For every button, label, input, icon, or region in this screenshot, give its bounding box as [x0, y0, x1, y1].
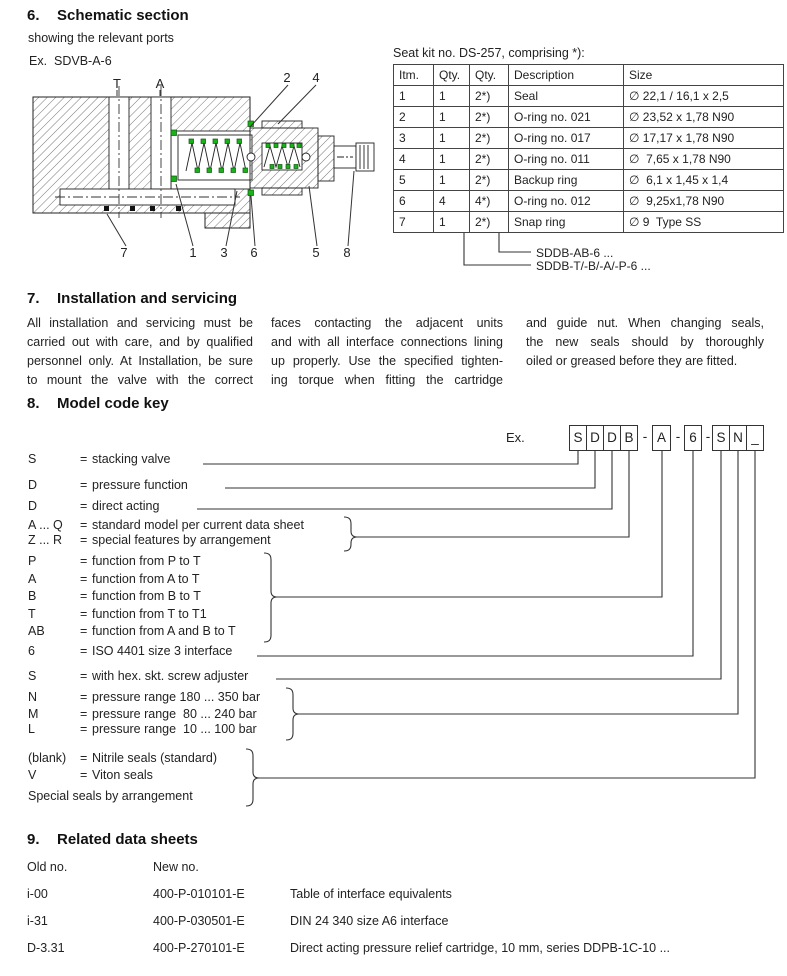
section6-title: Schematic section	[57, 7, 189, 24]
code-dash-2: -	[675, 429, 681, 444]
entry-desc: pressure range 180 ... 350 bar	[92, 690, 261, 704]
entry-code: V	[28, 768, 37, 782]
entry-desc: special features by arrangement	[92, 533, 271, 547]
cell-qty2: 2*)	[470, 170, 509, 191]
entry-code: S	[28, 669, 37, 683]
section7-heading	[27, 290, 237, 307]
new-no: 400-P-030501-E	[153, 914, 245, 928]
entry-desc: with hex. skt. screw adjuster	[92, 669, 249, 683]
code-dash-3: -	[705, 429, 711, 444]
equals-sign: =	[80, 554, 88, 568]
cell-desc: Snap ring	[509, 212, 624, 233]
entry-code: (blank)	[28, 751, 67, 765]
cell-desc: O-ring no. 011	[509, 149, 624, 170]
sheet-desc: Table of interface equivalents	[290, 887, 452, 901]
entry-code: L	[28, 722, 35, 736]
section7-title: Installation and servicing	[57, 290, 238, 307]
equals-sign: =	[80, 452, 88, 466]
paragraph-line: oiled or greased before they are fitted.	[526, 354, 738, 368]
schematic-example-label: Ex. SDVB-A-6	[29, 54, 112, 68]
entry-desc: function from P to T	[92, 554, 201, 568]
table-row	[394, 212, 784, 233]
code-box-3: D	[603, 425, 621, 451]
new-no: 400-P-010101-E	[153, 887, 245, 901]
entry-code: AB	[28, 624, 45, 638]
entry-desc: direct acting	[92, 499, 160, 513]
callout-5: 5	[312, 245, 320, 260]
section8-title: Model code key	[57, 395, 169, 412]
code-box-7: S	[712, 425, 730, 451]
entry-desc: Special seals by arrangement	[28, 789, 193, 803]
callout-7: 7	[120, 245, 128, 260]
callout-1: 1	[189, 245, 197, 260]
table-row	[394, 128, 784, 149]
cell-itm: 7	[394, 212, 434, 233]
seat-kit-table	[393, 64, 784, 233]
model-code-example-label: Ex.	[506, 430, 525, 445]
equals-sign: =	[80, 499, 88, 513]
callout-3: 3	[220, 245, 228, 260]
cell-qty2: 2*)	[470, 149, 509, 170]
paragraph-line: and guide nut. When changing seals,	[526, 316, 764, 330]
callout-8: 8	[343, 245, 351, 260]
cell-size: ∅ 17,17 x 1,78 N90	[624, 128, 784, 149]
col-header-old-no: Old no.	[27, 860, 68, 874]
cell-qty1: 1	[434, 107, 470, 128]
col-header: Itm.	[394, 65, 434, 86]
col-header-new-no: New no.	[153, 860, 199, 874]
sheet-desc: Direct acting pressure relief cartridge, 10 mm, series DDPB-1C-10 ...	[290, 941, 670, 955]
equals-sign: =	[80, 589, 88, 603]
entry-desc: function from A to T	[92, 572, 200, 586]
code-dash-1: -	[642, 429, 648, 444]
cell-itm: 6	[394, 191, 434, 212]
new-no: 400-P-270101-E	[153, 941, 245, 955]
entry-desc: pressure function	[92, 478, 188, 492]
entry-code: P	[28, 554, 37, 568]
equals-sign: =	[80, 624, 88, 638]
entry-code: M	[28, 707, 39, 721]
cell-qty2: 4*)	[470, 191, 509, 212]
cell-itm: 5	[394, 170, 434, 191]
equals-sign: =	[80, 607, 88, 621]
equals-sign: =	[80, 644, 88, 658]
port-label-T: T	[113, 76, 121, 91]
table-row	[394, 149, 784, 170]
section9-number: 9.	[27, 831, 40, 848]
equals-sign: =	[80, 690, 88, 704]
cell-size: ∅ 23,52 x 1,78 N90	[624, 107, 784, 128]
cell-qty1: 1	[434, 86, 470, 107]
table-row	[394, 170, 784, 191]
seat-kit-header-row	[394, 65, 784, 86]
sheet-desc: DIN 24 340 size A6 interface	[290, 914, 449, 928]
paragraph-line: carried out with care, and by qualified	[27, 335, 253, 349]
cell-qty2: 2*)	[470, 86, 509, 107]
paragraph-line: and with all interface connections lining	[271, 335, 503, 349]
cell-size: ∅ 7,65 x 1,78 N90	[624, 149, 784, 170]
section9-title: Related data sheets	[57, 831, 198, 848]
schematic-drawing	[0, 70, 400, 266]
callout-6: 6	[250, 245, 258, 260]
entry-code: A ... Q	[28, 518, 63, 532]
entry-code: D	[28, 478, 38, 492]
variant-label-single: SDDB-T/-B/-A/-P-6 ...	[536, 259, 651, 273]
equals-sign: =	[80, 722, 88, 736]
code-box-1: S	[569, 425, 587, 451]
entry-desc: ISO 4401 size 3 interface	[92, 644, 233, 658]
cell-itm: 1	[394, 86, 434, 107]
code-box-5: A	[652, 425, 671, 451]
cell-desc: Backup ring	[509, 170, 624, 191]
equals-sign: =	[80, 751, 88, 765]
old-no: i-00	[27, 887, 48, 901]
section8-number: 8.	[27, 395, 40, 412]
code-box-4: B	[620, 425, 638, 451]
table-row	[394, 86, 784, 107]
col-header: Qty.	[434, 65, 470, 86]
paragraph-line: to mount the valve with the correct	[27, 373, 253, 387]
cell-desc: O-ring no. 021	[509, 107, 624, 128]
cell-itm: 4	[394, 149, 434, 170]
col-header: Qty.	[470, 65, 509, 86]
equals-sign: =	[80, 768, 88, 782]
paragraph-line: the new seals should by thoroughly	[526, 335, 764, 349]
cell-desc: Seal	[509, 86, 624, 107]
cell-desc: O-ring no. 017	[509, 128, 624, 149]
entry-code: A	[28, 572, 37, 586]
callout-4: 4	[312, 70, 320, 85]
section7-column-2	[271, 314, 503, 390]
code-box-8: N	[729, 425, 747, 451]
section9-heading	[27, 831, 198, 848]
col-header: Size	[624, 65, 784, 86]
seat-kit-title: Seat kit no. DS-257, comprising *):	[393, 46, 585, 60]
cell-qty2: 2*)	[470, 212, 509, 233]
entry-code: S	[28, 452, 37, 466]
entry-desc: standard model per current data sheet	[92, 518, 304, 532]
code-box-9: _	[746, 425, 764, 451]
entry-code: D	[28, 499, 38, 513]
port-label-A: A	[155, 76, 165, 91]
code-box-6: 6	[684, 425, 702, 451]
equals-sign: =	[80, 478, 88, 492]
cell-size: ∅ 9,25x1,78 N90	[624, 191, 784, 212]
equals-sign: =	[80, 707, 88, 721]
entry-code: Z ... R	[28, 533, 63, 547]
section6-subtitle: showing the relevant ports	[28, 31, 174, 45]
entry-desc: function from B to T	[92, 589, 201, 603]
equals-sign: =	[80, 572, 88, 586]
cell-qty1: 1	[434, 170, 470, 191]
entry-code: 6	[28, 644, 35, 658]
paragraph-line: faces contacting the adjacent units	[271, 316, 503, 330]
cell-qty1: 4	[434, 191, 470, 212]
section7-number: 7.	[27, 290, 40, 307]
entry-desc: pressure range 80 ... 240 bar	[92, 707, 257, 721]
cell-qty2: 2*)	[470, 107, 509, 128]
paragraph-line: up properly. Use the specified tighten-	[271, 354, 503, 368]
section6-heading	[27, 7, 189, 24]
entry-desc: Nitrile seals (standard)	[92, 751, 218, 765]
cell-size: ∅ 6,1 x 1,45 x 1,4	[624, 170, 784, 191]
equals-sign: =	[80, 533, 88, 547]
paragraph-line: ing torque when fitting the cartridge	[271, 373, 503, 387]
entry-desc: function from T to T1	[92, 607, 207, 621]
cell-qty1: 1	[434, 128, 470, 149]
entry-code: B	[28, 589, 37, 603]
callout-2: 2	[283, 70, 291, 85]
cell-size: ∅ 9 Type SS	[624, 212, 784, 233]
variant-label-ab: SDDB-AB-6 ...	[536, 246, 614, 260]
entry-desc: pressure range 10 ... 100 bar	[92, 722, 257, 736]
section7-column-3	[526, 314, 764, 371]
entry-desc: stacking valve	[92, 452, 171, 466]
table-row	[394, 191, 784, 212]
old-no: i-31	[27, 914, 48, 928]
paragraph-line: personnel only. At Installation, be sure	[27, 354, 253, 368]
old-no: D-3.31	[27, 941, 65, 955]
cell-qty1: 1	[434, 149, 470, 170]
col-header: Description	[509, 65, 624, 86]
section8-heading	[27, 395, 169, 412]
cell-qty2: 2*)	[470, 128, 509, 149]
entry-code: T	[28, 607, 36, 621]
entry-desc: Viton seals	[92, 768, 153, 782]
equals-sign: =	[80, 518, 88, 532]
section7-column-1	[27, 314, 253, 390]
cell-desc: O-ring no. 012	[509, 191, 624, 212]
paragraph-line: All installation and servicing must be	[27, 316, 253, 330]
table-row	[394, 107, 784, 128]
entry-desc: function from A and B to T	[92, 624, 236, 638]
cell-size: ∅ 22,1 / 16,1 x 2,5	[624, 86, 784, 107]
cell-itm: 2	[394, 107, 434, 128]
cell-qty1: 1	[434, 212, 470, 233]
cell-itm: 3	[394, 128, 434, 149]
equals-sign: =	[80, 669, 88, 683]
entry-code: N	[28, 690, 38, 704]
code-box-2: D	[586, 425, 604, 451]
section6-number: 6.	[27, 7, 40, 24]
